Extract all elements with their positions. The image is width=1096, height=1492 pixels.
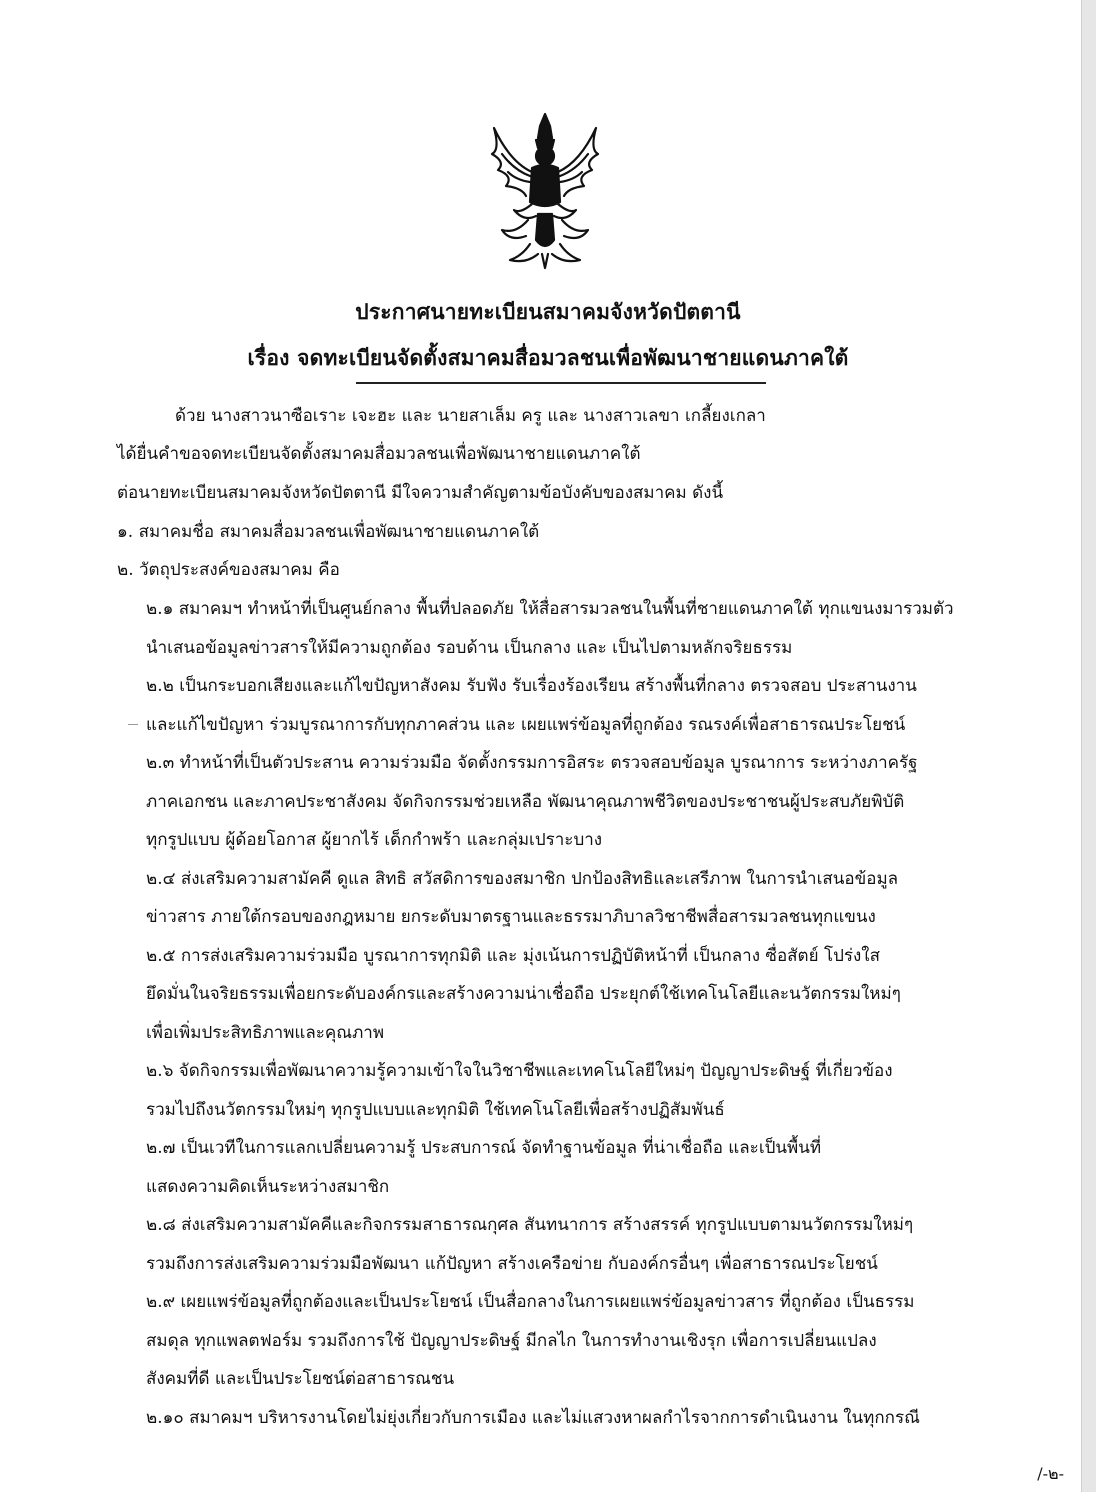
- objective-line: ๒.๖ จัดกิจกรรมเพื่อพัฒนาความรู้ความเข้าใจในวิชาชีพและเทคโนโลยีใหม่ๆ ปัญญาประดิษฐ์ ที่เกี่ยวข้อง: [146, 1061, 893, 1081]
- objective-line: แสดงความคิดเห็นระหว่างสมาชิก: [146, 1177, 390, 1197]
- intro-line: ต่อนายทะเบียนสมาคมจังหวัดปัตตานี มีใจความสำคัญตามข้อบังคับของสมาคม ดังนี้: [117, 483, 724, 503]
- objective-line: ๒.๘ ส่งเสริมความสามัคคีและกิจกรรมสาธารณกุศล สันทนาการ สร้างสรรค์ ทุกรูปแบบตามนวัตกรรมใหม่ๆ: [146, 1215, 914, 1235]
- objective-line: ๒.๔ ส่งเสริมความสามัคคี ดูแล สิทธิ สวัสดิการของสมาชิก ปกป้องสิทธิและเสรีภาพ ในการนำเสนอข้อมูล: [146, 869, 899, 889]
- objective-line: สมดุล ทุกแพลตฟอร์ม รวมถึงการใช้ ปัญญาประดิษฐ์ มีกลไก ในการทำงานเชิงรุก เพื่อการเปลี่ยนแปลง: [146, 1331, 877, 1351]
- intro-line: ได้ยื่นคำขอจดทะเบียนจัดตั้งสมาคมสื่อมวลชนเพื่อพัฒนาชายแดนภาคใต้: [117, 444, 641, 464]
- objective-line: ๒.๙ เผยแพร่ข้อมูลที่ถูกต้องและเป็นประโยชน์ เป็นสื่อกลางในการเผยแพร่ข้อมูลข่าวสาร ที่ถูกต้อง เป็นธรรม: [146, 1292, 915, 1312]
- objective-line: ๒.๓ ทำหน้าที่เป็นตัวประสาน ความร่วมมือ จัดตั้งกรรมการอิสระ ตรวจสอบข้อมูล บูรณาการ ระหว่างภาครัฐ: [146, 753, 918, 773]
- objective-line: เพื่อเพิ่มประสิทธิภาพและคุณภาพ: [146, 1023, 385, 1043]
- announcement-subject: เรื่อง จดทะเบียนจัดตั้งสมาคมสื่อมวลชนเพื่อพัฒนาชายแดนภาคใต้: [247, 345, 849, 370]
- objective-line: ทุกรูปแบบ ผู้ด้อยโอกาส ผู้ยากไร้ เด็กกำพร้า และกลุ่มเปราะบาง: [146, 830, 603, 850]
- page-edge: [1082, 0, 1096, 1492]
- announcement-title: ประกาศนายทะเบียนสมาคมจังหวัดปัตตานี: [355, 299, 741, 324]
- intro-line: ด้วย นางสาวนาซือเราะ เจะฮะ และ นายสาเล็ม ครู และ นางสาวเลขา เกลี้ยงเกลา: [175, 406, 766, 426]
- objective-line: รวมถึงการส่งเสริมความร่วมมือพัฒนา แก้ปัญหา สร้างเครือข่าย กับองค์กรอื่นๆ เพื่อสาธารณประโยชน์: [146, 1254, 878, 1274]
- objective-line: ๒.๑ สมาคมฯ ทำหน้าที่เป็นศูนย์กลาง พื้นที่ปลอดภัย ให้สื่อสารมวลชนในพื้นที่ชายแดนภาคใต้ ทุกแขนงมารวมตัว: [146, 599, 954, 619]
- objective-line: ข่าวสาร ภายใต้กรอบของกฎหมาย ยกระดับมาตรฐานและธรรมาภิบาลวิชาชีพสื่อสารมวลชนทุกแขนง: [146, 907, 876, 927]
- objective-line: ๒.๕ การส่งเสริมความร่วมมือ บูรณาการทุกมิติ และ มุ่งเน้นการปฏิบัติหน้าที่ เป็นกลาง ซื่อสัตย์ โปร่งใส: [146, 946, 880, 966]
- page-number: /-๒-: [1037, 1464, 1064, 1483]
- objective-line: ๒.๒ เป็นกระบอกเสียงและแก้ไขปัญหาสังคม รับฟัง รับเรื่องร้องเรียน สร้างพื้นที่กลาง ตรวจสอบ ประสานงาน: [146, 676, 917, 696]
- scan-mark: [128, 724, 138, 725]
- objective-line: และแก้ไขปัญหา ร่วมบูรณาการกับทุกภาคส่วน และ เผยแพร่ข้อมูลที่ถูกต้อง รณรงค์เพื่อสาธารณประโยชน์: [146, 715, 906, 735]
- objective-line: ๒.๗ เป็นเวทีในการแลกเปลี่ยนความรู้ ประสบการณ์ จัดทำฐานข้อมูล ที่น่าเชื่อถือ และเป็นพื้นที่: [146, 1138, 822, 1158]
- title-underline: [356, 382, 766, 384]
- garuda-emblem-icon: [480, 110, 610, 270]
- objective-line: สังคมที่ดี และเป็นประโยชน์ต่อสาธารณชน: [146, 1369, 455, 1389]
- objective-line: ภาคเอกชน และภาคประชาสังคม จัดกิจกรรมช่วยเหลือ พัฒนาคุณภาพชีวิตของประชาชนผู้ประสบภัยพิบัติ: [146, 792, 905, 812]
- list-item-1: ๑. สมาคมชื่อ สมาคมสื่อมวลชนเพื่อพัฒนาชายแดนภาคใต้: [117, 522, 540, 542]
- page-edge-line: [1081, 0, 1082, 1492]
- list-item-2: ๒. วัตถุประสงค์ของสมาคม คือ: [117, 560, 340, 580]
- objective-line: ยึดมั่นในจริยธรรมเพื่อยกระดับองค์กรและสร้างความน่าเชื่อถือ ประยุกต์ใช้เทคโนโลยีและนวัตกรรมใหม่ๆ: [146, 984, 901, 1004]
- objective-line: นำเสนอข้อมูลข่าวสารให้มีความถูกต้อง รอบด้าน เป็นกลาง และ เป็นไปตามหลักจริยธรรม: [146, 638, 793, 658]
- objective-line: รวมไปถึงนวัตกรรมใหม่ๆ ทุกรูปแบบและทุกมิติ ใช้เทคโนโลยีเพื่อสร้างปฏิสัมพันธ์: [146, 1100, 725, 1120]
- objective-line: ๒.๑๐ สมาคมฯ บริหารงานโดยไม่ยุ่งเกี่ยวกับการเมือง และไม่แสวงหาผลกำไรจากการดำเนินงาน ในทุกกรณี: [146, 1408, 920, 1428]
